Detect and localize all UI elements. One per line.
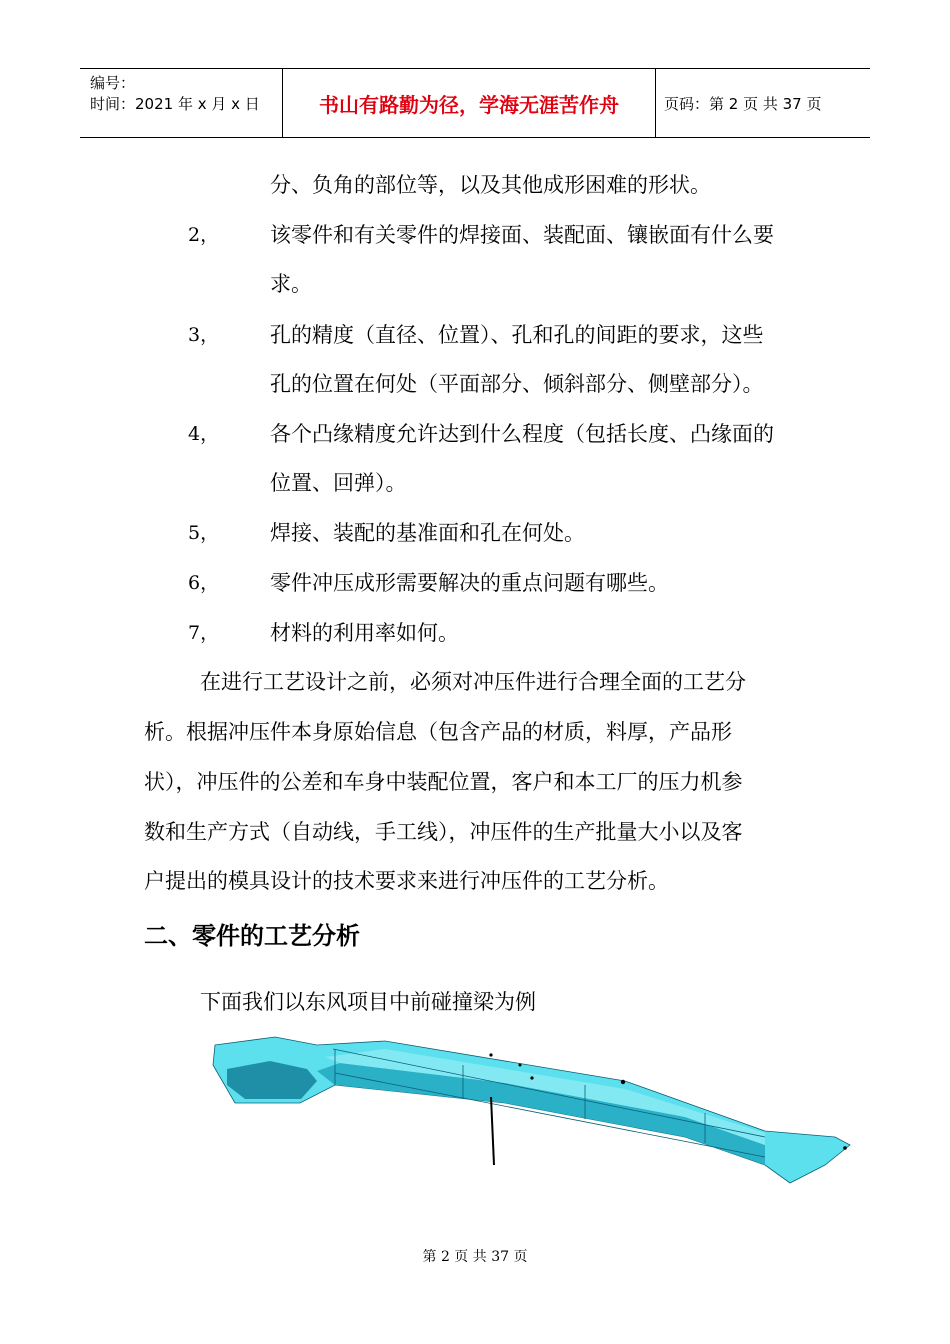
beam-hole [621, 1080, 625, 1084]
list-number: 7， [188, 622, 220, 644]
paragraph-line: 状），冲压件的公差和车身中装配位置，客户和本工厂的压力机参 [144, 770, 743, 794]
list-item-line: 材料的利用率如何。 [270, 621, 459, 645]
intro-line: 下面我们以东风项目中前碰撞梁为例 [200, 990, 536, 1014]
motto: 书山有路勤为径，学海无涯苦作舟 [282, 69, 656, 137]
leader-line [491, 1097, 494, 1165]
continuation-line: 分、负角的部位等，以及其他成形困难的形状。 [270, 173, 711, 197]
number-label: 编号： [90, 74, 136, 92]
page-label: 页码：第 2 页 共 37 页 [664, 94, 822, 113]
list-number: 5， [188, 522, 220, 544]
list-item-line: 位置、回弹）。 [270, 471, 407, 495]
beam-hole [843, 1146, 847, 1150]
header-meta [90, 73, 280, 115]
document-header [80, 68, 870, 138]
paragraph-line: 数和生产方式（自动线，手工线），冲压件的生产批量大小以及客 [144, 820, 743, 844]
list-item-line: 各个凸缘精度允许达到什么程度（包括长度、凸缘面的 [270, 422, 774, 446]
beam-hole [489, 1053, 492, 1056]
beam-hole [530, 1076, 533, 1079]
list-item-line: 焊接、装配的基准面和孔在何处。 [270, 521, 585, 545]
time-label: 时间：2021 年 x 月 x 日 [90, 95, 260, 113]
list-item-line: 求。 [270, 272, 312, 296]
list-item-line: 该零件和有关零件的焊接面、装配面、镶嵌面有什么要 [270, 223, 774, 247]
list-number: 3， [188, 324, 220, 346]
paragraph-line: 在进行工艺设计之前，必须对冲压件进行合理全面的工艺分 [200, 670, 746, 694]
crash-beam-figure [205, 1025, 855, 1195]
list-number: 6， [188, 572, 220, 594]
beam-hole [519, 1064, 522, 1067]
paragraph-line: 析。根据冲压件本身原始信息（包含产品的材质，料厚，产品形 [144, 720, 732, 744]
paragraph-line: 户提出的模具设计的技术要求来进行冲压件的工艺分析。 [144, 869, 669, 893]
section-heading: 二、零件的工艺分析 [144, 922, 360, 950]
list-item-line: 零件冲压成形需要解决的重点问题有哪些。 [270, 571, 669, 595]
page-footer: 第 2 页 共 37 页 [422, 1249, 528, 1265]
beam-crease [333, 1049, 765, 1137]
list-number: 4， [188, 423, 220, 445]
list-item-line: 孔的精度（直径、位置）、孔和孔的间距的要求，这些 [270, 323, 764, 347]
list-number: 2， [188, 224, 220, 246]
list-item-line: 孔的位置在何处（平面部分、倾斜部分、侧壁部分）。 [270, 372, 764, 396]
